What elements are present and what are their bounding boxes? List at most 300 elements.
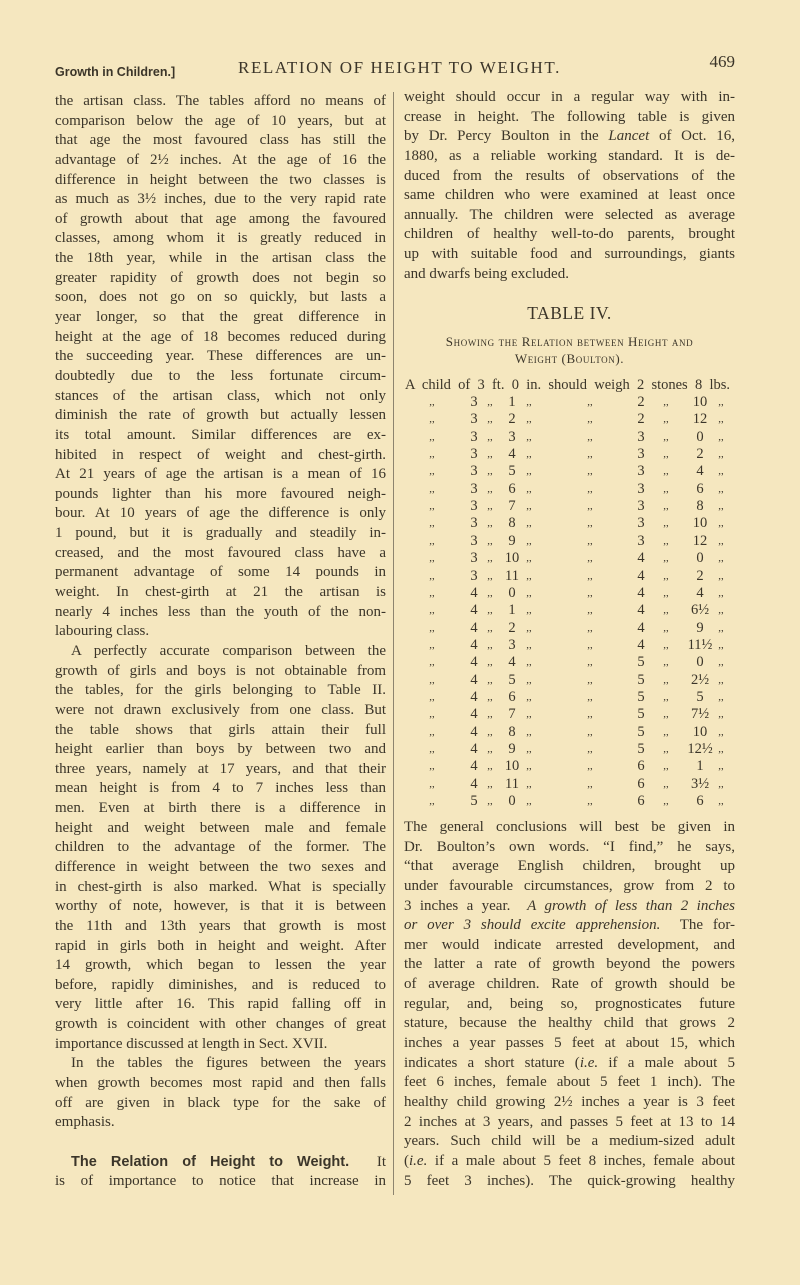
- text-line: the table shows that girls attain their full: [55, 721, 386, 738]
- ditto-mark: ,,: [526, 708, 532, 721]
- text-line: hibited in respect of weight and chest-girth.: [55, 446, 386, 463]
- feet-value: 4: [470, 688, 478, 705]
- ditto-mark: ,,: [587, 500, 593, 513]
- text-line: its total amount. Similar differences are ex-: [55, 426, 386, 443]
- lbs-value: 10: [692, 394, 708, 410]
- ditto-mark: ,,: [587, 430, 593, 443]
- ditto-mark: ,,: [663, 500, 669, 513]
- ditto-mark: ,,: [526, 656, 532, 669]
- italic-text: i.e.: [409, 1152, 428, 1169]
- ditto-mark: ,,: [718, 638, 724, 651]
- text-line: 1 pound, but it is gradually and steadily in-: [55, 525, 386, 542]
- table-row: [0, 429, 800, 446]
- ditto-mark: ,,: [587, 413, 593, 426]
- text-line: the tables, for the girls belonging to Table II.: [55, 682, 386, 699]
- ditto-mark: ,,: [718, 604, 724, 617]
- ditto-mark: ,,: [429, 673, 435, 686]
- ditto-mark: ,,: [526, 795, 532, 808]
- text-segment: if a male about 5: [598, 1054, 735, 1071]
- running-head-title: RELATION OF HEIGHT TO WEIGHT.: [238, 58, 561, 77]
- ditto-mark: ,,: [429, 604, 435, 617]
- ditto-mark: ,,: [663, 725, 669, 738]
- inches-value: 10: [504, 758, 520, 775]
- ditto-mark: ,,: [526, 517, 532, 530]
- lbs-value: 8: [696, 498, 704, 515]
- ditto-mark: ,,: [663, 552, 669, 565]
- stones-value: 5: [637, 741, 645, 757]
- stones-value: 3: [637, 498, 645, 515]
- feet-value: 4: [470, 619, 478, 636]
- text-line: the 18th year, while in the artisan class the: [55, 250, 386, 267]
- text-line: [55, 1153, 386, 1173]
- text-line: At 21 years of age the artisan is a mean of 16: [55, 466, 386, 483]
- stones-value: 5: [637, 654, 645, 671]
- lbs-value: 7½: [690, 706, 710, 723]
- text-line: mer would indicate arrested development, and: [404, 936, 735, 953]
- table-row: [0, 793, 800, 810]
- table-header-row: A child of 3 ft. 0 in. should weigh 2 stones 8 lbs.: [405, 377, 730, 393]
- ditto-mark: ,,: [526, 569, 532, 582]
- ditto-mark: ,,: [487, 552, 493, 565]
- ditto-mark: ,,: [429, 517, 435, 530]
- text-line: 5 feet 3 inches). The quick-growing healthy: [404, 1172, 735, 1189]
- inches-value: 2: [508, 411, 516, 428]
- lbs-value: 2: [696, 567, 704, 584]
- table-row: [0, 758, 800, 775]
- feet-value: 4: [470, 602, 478, 619]
- text-line: In the tables the figures between the years: [71, 1055, 386, 1072]
- text-line: under favourable circumstances, grow from 2 to: [404, 877, 735, 894]
- ditto-mark: ,,: [487, 465, 493, 478]
- feet-value: 4: [470, 584, 478, 601]
- ditto-mark: ,,: [718, 552, 724, 565]
- stones-value: 4: [637, 602, 645, 619]
- text-line: regular, and, being so, prognosticates future: [404, 995, 735, 1012]
- ditto-mark: ,,: [663, 465, 669, 478]
- ditto-mark: ,,: [487, 396, 493, 408]
- stones-value: 6: [637, 775, 645, 792]
- ditto-mark: ,,: [487, 430, 493, 443]
- text-line: soon, does not go on so quickly, but lasts a: [55, 289, 386, 306]
- ditto-mark: ,,: [587, 586, 593, 599]
- ditto-mark: ,,: [429, 656, 435, 669]
- ditto-mark: ,,: [429, 690, 435, 703]
- ditto-mark: ,,: [663, 569, 669, 582]
- lbs-value: 1: [696, 758, 704, 775]
- ditto-mark: ,,: [526, 500, 532, 513]
- text-line: creased, and the most favoured class have a: [55, 544, 386, 561]
- feet-value: 4: [470, 775, 478, 792]
- stones-value: 3: [637, 428, 645, 445]
- text-segment: by Dr. Percy Boulton in the: [404, 128, 609, 145]
- ditto-mark: ,,: [429, 534, 435, 547]
- inches-value: 6: [508, 480, 516, 497]
- ditto-mark: ,,: [526, 586, 532, 599]
- inches-value: 7: [508, 498, 516, 515]
- text-line: the succeeding year. These differences are un-: [55, 348, 386, 365]
- text-line: same children who were examined at least once: [404, 187, 735, 204]
- ditto-mark: ,,: [663, 396, 669, 408]
- ditto-mark: ,,: [429, 621, 435, 634]
- inches-value: 6: [508, 688, 516, 705]
- feet-value: 3: [470, 411, 478, 428]
- table-row: [0, 550, 800, 567]
- text-line: importance discussed at length in Sect. XVII.: [55, 1035, 328, 1052]
- text-line: growth is coincident with other changes of great: [55, 1016, 386, 1033]
- table-row: [0, 654, 800, 671]
- ditto-mark: ,,: [487, 604, 493, 617]
- stones-value: 2: [637, 394, 645, 410]
- ditto-mark: ,,: [587, 760, 593, 773]
- text-line: [404, 127, 735, 147]
- lbs-value: 6: [696, 793, 704, 810]
- text-line: children of healthy well-to-do parents, brought: [404, 226, 735, 243]
- inches-value: 5: [508, 671, 516, 688]
- ditto-mark: ,,: [487, 482, 493, 495]
- text-line: off are given in black type for the sake of: [55, 1094, 386, 1111]
- text-line: classes, among whom it is greatly reduced in: [55, 230, 386, 247]
- text-line: and dwarfs being excluded.: [404, 265, 569, 282]
- table-row: [0, 446, 800, 463]
- ditto-mark: ,,: [429, 638, 435, 651]
- ditto-mark: ,,: [487, 448, 493, 461]
- ditto-mark: ,,: [526, 725, 532, 738]
- ditto-mark: ,,: [587, 604, 593, 617]
- text-line: stature, because the healthy child that grows 2: [404, 1015, 735, 1032]
- ditto-mark: ,,: [526, 690, 532, 703]
- italic-text: i.e.: [579, 1054, 599, 1071]
- feet-value: 5: [470, 793, 478, 810]
- ditto-mark: ,,: [487, 638, 493, 651]
- ditto-mark: ,,: [663, 430, 669, 443]
- text-line: difference in weight between the two sexes and: [55, 858, 386, 875]
- text-line: Dr. Boulton’s own words. “I find,” he says,: [404, 838, 735, 855]
- italic-text: A growth of less than 2 inches: [527, 897, 735, 914]
- feet-value: 4: [470, 636, 478, 653]
- feet-value: 3: [470, 428, 478, 445]
- feet-value: 4: [470, 671, 478, 688]
- inches-value: 3: [508, 428, 516, 445]
- ditto-mark: ,,: [663, 604, 669, 617]
- ditto-mark: ,,: [663, 760, 669, 773]
- ditto-mark: ,,: [429, 413, 435, 426]
- text-segment: It: [349, 1153, 386, 1170]
- running-head-section: Growth in Children.]: [55, 65, 176, 79]
- inches-value: 5: [508, 463, 516, 480]
- text-line: annually. The children were selected as average: [404, 206, 735, 223]
- stones-value: 3: [637, 480, 645, 497]
- text-line: diminish the rate of growth but actually lessen: [55, 407, 386, 424]
- text-segment: The for-: [660, 917, 735, 934]
- table-row: [0, 515, 800, 532]
- text-line: three years, namely at 17 years, and that their: [55, 760, 386, 777]
- ditto-mark: ,,: [587, 396, 593, 408]
- ditto-mark: ,,: [663, 795, 669, 808]
- text-line: is of importance to notice that increase in: [55, 1173, 386, 1190]
- lbs-value: 4: [696, 463, 704, 480]
- ditto-mark: ,,: [587, 656, 593, 669]
- ditto-mark: ,,: [587, 569, 593, 582]
- page-number: 469: [709, 52, 735, 71]
- text-segment: of Oct. 16,: [649, 128, 735, 145]
- text-line: when growth becomes most rapid and then falls: [55, 1075, 386, 1092]
- inches-value: 0: [508, 584, 516, 601]
- stones-value: 5: [637, 706, 645, 723]
- text-line: very little after 16. This rapid falling off in: [55, 996, 386, 1013]
- ditto-mark: ,,: [663, 621, 669, 634]
- ditto-mark: ,,: [487, 500, 493, 513]
- text-line: 1880, as a reliable working standard. It is de-: [404, 147, 735, 164]
- ditto-mark: ,,: [718, 725, 724, 738]
- inches-value: 10: [504, 550, 520, 567]
- ditto-mark: ,,: [487, 534, 493, 547]
- stones-value: 4: [637, 584, 645, 601]
- ditto-mark: ,,: [487, 621, 493, 634]
- ditto-mark: ,,: [526, 673, 532, 686]
- ditto-mark: ,,: [429, 500, 435, 513]
- ditto-mark: ,,: [587, 777, 593, 790]
- lbs-value: 10: [692, 723, 708, 740]
- text-line: year longer, so that the great difference in: [55, 309, 386, 326]
- stones-value: 3: [637, 532, 645, 549]
- inches-value: 9: [508, 532, 516, 549]
- italic-text: or over 3 should excite apprehension.: [404, 917, 661, 934]
- ditto-mark: ,,: [526, 396, 532, 408]
- lbs-value: 12: [692, 532, 708, 549]
- text-line: comparison below the age of 10 years, but at: [55, 112, 386, 129]
- text-line: height earlier than boys by between two and: [55, 741, 386, 758]
- table-row: [0, 463, 800, 480]
- lbs-value: 6: [696, 480, 704, 497]
- text-line: height at the age of 18 becomes reduced during: [55, 328, 386, 345]
- ditto-mark: ,,: [526, 552, 532, 565]
- text-line: nearly 4 inches less than the youth of the non-: [55, 603, 386, 620]
- ditto-mark: ,,: [429, 586, 435, 599]
- ditto-mark: ,,: [429, 465, 435, 478]
- text-line: worthy of note, however, is that it is between: [55, 898, 386, 915]
- lbs-value: 5: [696, 688, 704, 705]
- inches-value: 2: [508, 619, 516, 636]
- ditto-mark: ,,: [587, 795, 593, 808]
- ditto-mark: ,,: [526, 743, 532, 755]
- feet-value: 3: [470, 394, 478, 410]
- text-line: greater rapidity of growth does not begin so: [55, 269, 386, 286]
- ditto-mark: ,,: [718, 482, 724, 495]
- text-line: The general conclusions will best be given in: [404, 819, 735, 835]
- text-line: emphasis.: [55, 1114, 115, 1131]
- text-line: [404, 1152, 735, 1172]
- italic-text: Lancet: [608, 128, 650, 145]
- table-row: [0, 776, 800, 793]
- ditto-mark: ,,: [487, 795, 493, 808]
- text-line: bour. At 10 years of age the difference is only: [55, 505, 386, 522]
- text-line: [404, 897, 735, 917]
- text-line: children to the advantage of the former. The: [55, 839, 386, 856]
- stones-value: 5: [637, 688, 645, 705]
- ditto-mark: ,,: [429, 552, 435, 565]
- text-line: the latter a rate of growth beyond the powers: [404, 956, 735, 973]
- inches-value: 3: [508, 636, 516, 653]
- ditto-mark: ,,: [526, 604, 532, 617]
- ditto-mark: ,,: [718, 448, 724, 461]
- table-row: [0, 620, 800, 637]
- ditto-mark: ,,: [487, 673, 493, 686]
- stones-value: 4: [637, 550, 645, 567]
- table-row: [0, 568, 800, 585]
- inches-value: 1: [508, 602, 516, 619]
- inches-value: 7: [508, 706, 516, 723]
- table-row: [0, 689, 800, 706]
- ditto-mark: ,,: [718, 656, 724, 669]
- lbs-value: 12: [692, 411, 708, 428]
- table-row: [0, 481, 800, 498]
- ditto-mark: ,,: [718, 586, 724, 599]
- text-segment: (: [404, 1152, 409, 1169]
- ditto-mark: ,,: [718, 621, 724, 634]
- lbs-value: 12½: [687, 741, 713, 757]
- ditto-mark: ,,: [663, 517, 669, 530]
- ditto-mark: ,,: [429, 760, 435, 773]
- table-row: [0, 724, 800, 741]
- text-line: of average children. Rate of growth should be: [404, 976, 735, 993]
- ditto-mark: ,,: [718, 465, 724, 478]
- section-heading: The Relation of Height to Weight.: [71, 1153, 350, 1170]
- ditto-mark: ,,: [718, 396, 724, 408]
- ditto-mark: ,,: [429, 708, 435, 721]
- ditto-mark: ,,: [526, 638, 532, 651]
- table-row: [0, 706, 800, 723]
- feet-value: 4: [470, 706, 478, 723]
- lbs-value: 10: [692, 515, 708, 532]
- text-line: pounds lighter than his more favoured neigh-: [55, 485, 386, 502]
- ditto-mark: ,,: [718, 795, 724, 808]
- text-segment: if a male about 5 feet 8 inches, female about: [427, 1152, 735, 1169]
- lbs-value: 11½: [687, 636, 713, 653]
- text-line: 2 inches at 3 years, and passes 5 feet at 13 to 14: [404, 1113, 735, 1130]
- ditto-mark: ,,: [663, 448, 669, 461]
- table-row: [0, 394, 800, 411]
- ditto-mark: ,,: [587, 708, 593, 721]
- ditto-mark: ,,: [663, 482, 669, 495]
- lbs-value: 9: [696, 619, 704, 636]
- ditto-mark: ,,: [663, 777, 669, 790]
- table-caption-line1: Showing the Relation between Height and: [445, 334, 694, 349]
- ditto-mark: ,,: [487, 743, 493, 755]
- ditto-mark: ,,: [487, 777, 493, 790]
- ditto-mark: ,,: [718, 708, 724, 721]
- blank-line: [55, 1133, 386, 1153]
- ditto-mark: ,,: [587, 638, 593, 651]
- stones-value: 4: [637, 636, 645, 653]
- lbs-value: 0: [696, 428, 704, 445]
- inches-value: 1: [508, 394, 516, 410]
- ditto-mark: ,,: [429, 430, 435, 443]
- ditto-mark: ,,: [487, 569, 493, 582]
- ditto-mark: ,,: [587, 690, 593, 703]
- ditto-mark: ,,: [718, 777, 724, 790]
- text-line: advantage of 2½ inches. At the age of 16 the: [55, 151, 386, 168]
- table-row: [0, 637, 800, 654]
- ditto-mark: ,,: [487, 517, 493, 530]
- text-line: were not drawn exclusively from one class. But: [55, 701, 386, 718]
- table-row: [0, 602, 800, 619]
- ditto-mark: ,,: [487, 690, 493, 703]
- ditto-mark: ,,: [526, 621, 532, 634]
- inches-value: 8: [508, 723, 516, 740]
- ditto-mark: ,,: [587, 534, 593, 547]
- inches-value: 8: [508, 515, 516, 532]
- text-line: the 11th and 13th years that growth is most: [55, 917, 386, 934]
- inches-value: 11: [505, 567, 519, 584]
- ditto-mark: ,,: [718, 500, 724, 513]
- text-line: height and weight between male and female: [55, 819, 386, 836]
- text-line: 14 growth, which began to lessen the year: [55, 957, 386, 974]
- text-line: rapid in girls both in height and weight. After: [55, 937, 386, 954]
- ditto-mark: ,,: [526, 448, 532, 461]
- text-line: growth of girls and boys is not obtainable from: [55, 662, 386, 679]
- ditto-mark: ,,: [429, 725, 435, 738]
- feet-value: 4: [470, 741, 478, 757]
- stones-value: 5: [637, 723, 645, 740]
- ditto-mark: ,,: [526, 777, 532, 790]
- stones-value: 3: [637, 463, 645, 480]
- ditto-mark: ,,: [487, 708, 493, 721]
- lbs-value: 0: [696, 654, 704, 671]
- stones-value: 2: [637, 411, 645, 428]
- ditto-mark: ,,: [587, 517, 593, 530]
- ditto-mark: ,,: [429, 569, 435, 582]
- text-line: stances of the artisan class, which not only: [55, 387, 386, 404]
- text-line: up with suitable food and surroundings, giants: [404, 246, 735, 263]
- ditto-mark: ,,: [718, 534, 724, 547]
- ditto-mark: ,,: [663, 534, 669, 547]
- ditto-mark: ,,: [718, 690, 724, 703]
- ditto-mark: ,,: [663, 586, 669, 599]
- ditto-mark: ,,: [663, 638, 669, 651]
- text-line: in chest-girth is also marked. What is specially: [55, 878, 386, 895]
- stones-value: 6: [637, 758, 645, 775]
- feet-value: 3: [470, 498, 478, 515]
- text-line: weight should occur in a regular way with in-: [404, 89, 735, 105]
- text-line: A perfectly accurate comparison between the: [71, 642, 386, 659]
- ditto-mark: ,,: [526, 760, 532, 773]
- feet-value: 4: [470, 723, 478, 740]
- text-line: crease in height. The following table is given: [404, 108, 735, 125]
- feet-value: 3: [470, 463, 478, 480]
- ditto-mark: ,,: [487, 413, 493, 426]
- text-line: difference in height between the two classes is: [55, 171, 386, 188]
- text-line: before, rapidly diminishes, and is reduced to: [55, 976, 386, 993]
- ditto-mark: ,,: [429, 777, 435, 790]
- ditto-mark: ,,: [487, 725, 493, 738]
- ditto-mark: ,,: [718, 673, 724, 686]
- ditto-mark: ,,: [526, 482, 532, 495]
- ditto-mark: ,,: [429, 396, 435, 408]
- table-row: [0, 498, 800, 515]
- ditto-mark: ,,: [429, 482, 435, 495]
- stones-value: 5: [637, 671, 645, 688]
- feet-value: 3: [470, 480, 478, 497]
- text-segment: 3 inches a year.: [404, 897, 528, 914]
- ditto-mark: ,,: [487, 586, 493, 599]
- text-line: weight. In chest-girth at 21 the artisan is: [55, 584, 386, 601]
- feet-value: 3: [470, 550, 478, 567]
- ditto-mark: ,,: [718, 430, 724, 443]
- text-line: duced from the results of observations of the: [404, 167, 735, 184]
- ditto-mark: ,,: [718, 517, 724, 530]
- ditto-mark: ,,: [587, 465, 593, 478]
- ditto-mark: ,,: [487, 760, 493, 773]
